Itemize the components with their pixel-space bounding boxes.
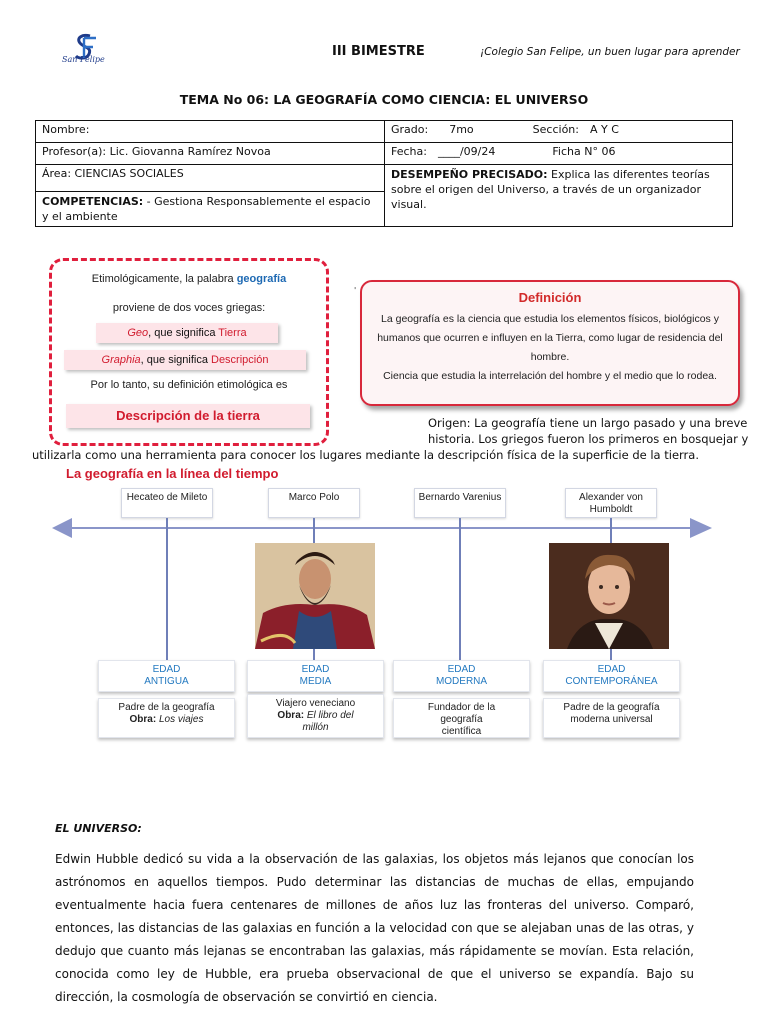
- student-info-table: [35, 120, 733, 227]
- timeline-event-varenius: Bernardo Varenius: [414, 488, 506, 518]
- obra-title: El libro del millón: [302, 710, 354, 733]
- obra-line: [248, 710, 383, 734]
- desc-box-marco-polo: [247, 694, 384, 738]
- etymology-line-1: [52, 273, 326, 285]
- timeline-title: La geografía en la línea del tiempo: [66, 466, 279, 481]
- area-cell: [36, 165, 385, 192]
- descripcion-word: Descripción: [211, 354, 269, 366]
- definition-title: Definición: [518, 290, 582, 305]
- desc-text: Padre de la geografía moderna universal: [563, 702, 660, 725]
- obra-line: [99, 714, 234, 726]
- geo-meaning-text: , que significa: [148, 327, 219, 339]
- era-label: EDAD MODERNA: [435, 664, 488, 687]
- geo-pill: [96, 323, 278, 343]
- area-label: Área: CIENCIAS SOCIALES: [42, 167, 184, 180]
- school-motto: ¡Colegio San Felipe, un buen lugar para aprender: [480, 46, 740, 58]
- timeline-axis: [68, 527, 692, 529]
- grado-cell: [385, 121, 733, 143]
- logo-text: San Felipe: [62, 55, 105, 64]
- origin-line-2: historia. Los griegos fueron los primeros en bosquejar y: [428, 432, 749, 446]
- obra-title: Los viajes: [158, 714, 204, 725]
- result-pill: [66, 404, 310, 428]
- fecha-label: Fecha:: [391, 145, 427, 158]
- universe-heading: EL UNIVERSO:: [55, 822, 142, 835]
- era-label: EDAD CONTEMPORÁNEA: [565, 664, 658, 687]
- profesor-label: Profesor(a): Lic. Giovanna Ramírez Novoa: [42, 145, 271, 158]
- seccion-label: Sección:: [532, 123, 579, 136]
- era-box-media: [247, 660, 384, 692]
- definition-box: [360, 280, 740, 406]
- grado-label: Grado:: [391, 123, 429, 136]
- timeline-connector: [459, 518, 461, 662]
- timeline-connector: [166, 518, 168, 662]
- graphia-meaning-text: , que significa: [140, 354, 211, 366]
- timeline-arrow-left-icon: [52, 518, 72, 538]
- origin-line-1: Origen: La geografía tiene un largo pasado y una breve: [428, 416, 748, 430]
- seccion-value: A Y C: [589, 123, 619, 136]
- fecha-cell[interactable]: [385, 143, 733, 165]
- fecha-value: ____/09/24: [437, 145, 496, 158]
- bimestre-label: III BIMESTRE: [332, 44, 425, 59]
- nombre-cell[interactable]: [36, 121, 385, 143]
- graphia-pill: [64, 350, 306, 370]
- era-box-antigua: [98, 660, 235, 692]
- timeline-event-hecateo: Hecateo de Mileto: [121, 488, 213, 518]
- geografia-word: geografía: [236, 273, 287, 285]
- geo-word: Geo: [127, 327, 149, 339]
- profesor-cell: [36, 143, 385, 165]
- timeline-arrow-right-icon: [690, 518, 712, 538]
- obra-label: Obra:: [129, 714, 157, 725]
- timeline-event-marco-polo: Marco Polo: [268, 488, 360, 518]
- etymology-box: [49, 258, 329, 446]
- era-label: EDAD MEDIA: [299, 664, 332, 687]
- tierra-word: Tierra: [218, 327, 247, 339]
- desc-box-varenius: [393, 698, 530, 738]
- tick-mark: ': [354, 286, 357, 295]
- definition-text-1: La geografía es la ciencia que estudia los elementos físicos, biológicos y humanos que ocurren e influyen en la Tierra, como lugar de residencia del hombre.: [377, 313, 723, 363]
- timeline-event-humboldt: Alexander von Humboldt: [565, 488, 657, 518]
- etymology-line-2: proviene de dos voces griegas:: [112, 302, 266, 314]
- era-box-contemporanea: [543, 660, 680, 692]
- definition-text: [368, 310, 732, 386]
- graphia-word: Graphia: [101, 354, 141, 366]
- competencias-text: - Gestiona Responsablemente el espacio y el ambiente: [42, 195, 371, 223]
- desc-text: Viajero veneciano: [275, 698, 356, 709]
- etymology-text: Etimológicamente, la palabra: [91, 273, 237, 285]
- nombre-label: Nombre:: [42, 123, 90, 136]
- desc-text: Fundador de la geografía científica: [427, 702, 496, 737]
- etymology-line-5: Por lo tanto, su definición etimológica es: [90, 379, 288, 391]
- desc-box-hecateo: [98, 698, 235, 738]
- competencias-label: COMPETENCIAS:: [42, 195, 144, 208]
- competencias-cell: [36, 192, 385, 227]
- obra-label: Obra:: [277, 710, 305, 721]
- era-label: EDAD ANTIGUA: [144, 664, 189, 687]
- etymology-result: Descripción de la tierra: [116, 408, 260, 423]
- grado-value: 7mo: [449, 123, 474, 136]
- desempeno-text: Explica las diferentes teorías sobre el origen del Universo, a través de un organizador visual.: [391, 168, 710, 211]
- desempeno-cell: [385, 165, 733, 227]
- desc-text: Padre de la geografía: [118, 702, 215, 713]
- desc-box-humboldt: [543, 698, 680, 738]
- humboldt-portrait: [549, 543, 669, 649]
- desempeno-label: DESEMPEÑO PRECISADO:: [391, 168, 548, 181]
- definition-text-2: Ciencia que estudia la interrelación del hombre y el medio que lo rodea.: [383, 370, 717, 382]
- page-title: TEMA No 06: LA GEOGRAFÍA COMO CIENCIA: EL UNIVERSO: [179, 92, 589, 107]
- universe-paragraph: Edwin Hubble dedicó su vida a la observación de las galaxias, los objetos más lejanos que conocían los astrónomos en aquellos tiempos. Pudo determinar las distancias de muchas de ellas, empujando eventualmente hacia fuera centenares de millones de años luz las fronteras del universo. Comparó, entonces, las distancias de las galaxias en función a la velocidad con que se alejaban unas de las otras, y dedujo que cuanto más lejanas se encontraban las galaxias, más rápidamente se movían. Esta relación, conocida como ley de Hubble, era prueba observacional de que el universo se expandía. Bajo su dirección, la cosmología de observación se convirtió en ciencia.: [55, 852, 694, 1004]
- origin-line-3: utilizarla como una herramienta para conocer los lugares mediante la descripción física de la superficie de la tierra.: [32, 448, 699, 462]
- era-box-moderna: [393, 660, 530, 692]
- marco-polo-portrait: [255, 543, 375, 649]
- ficha-label: Ficha N° 06: [552, 145, 616, 158]
